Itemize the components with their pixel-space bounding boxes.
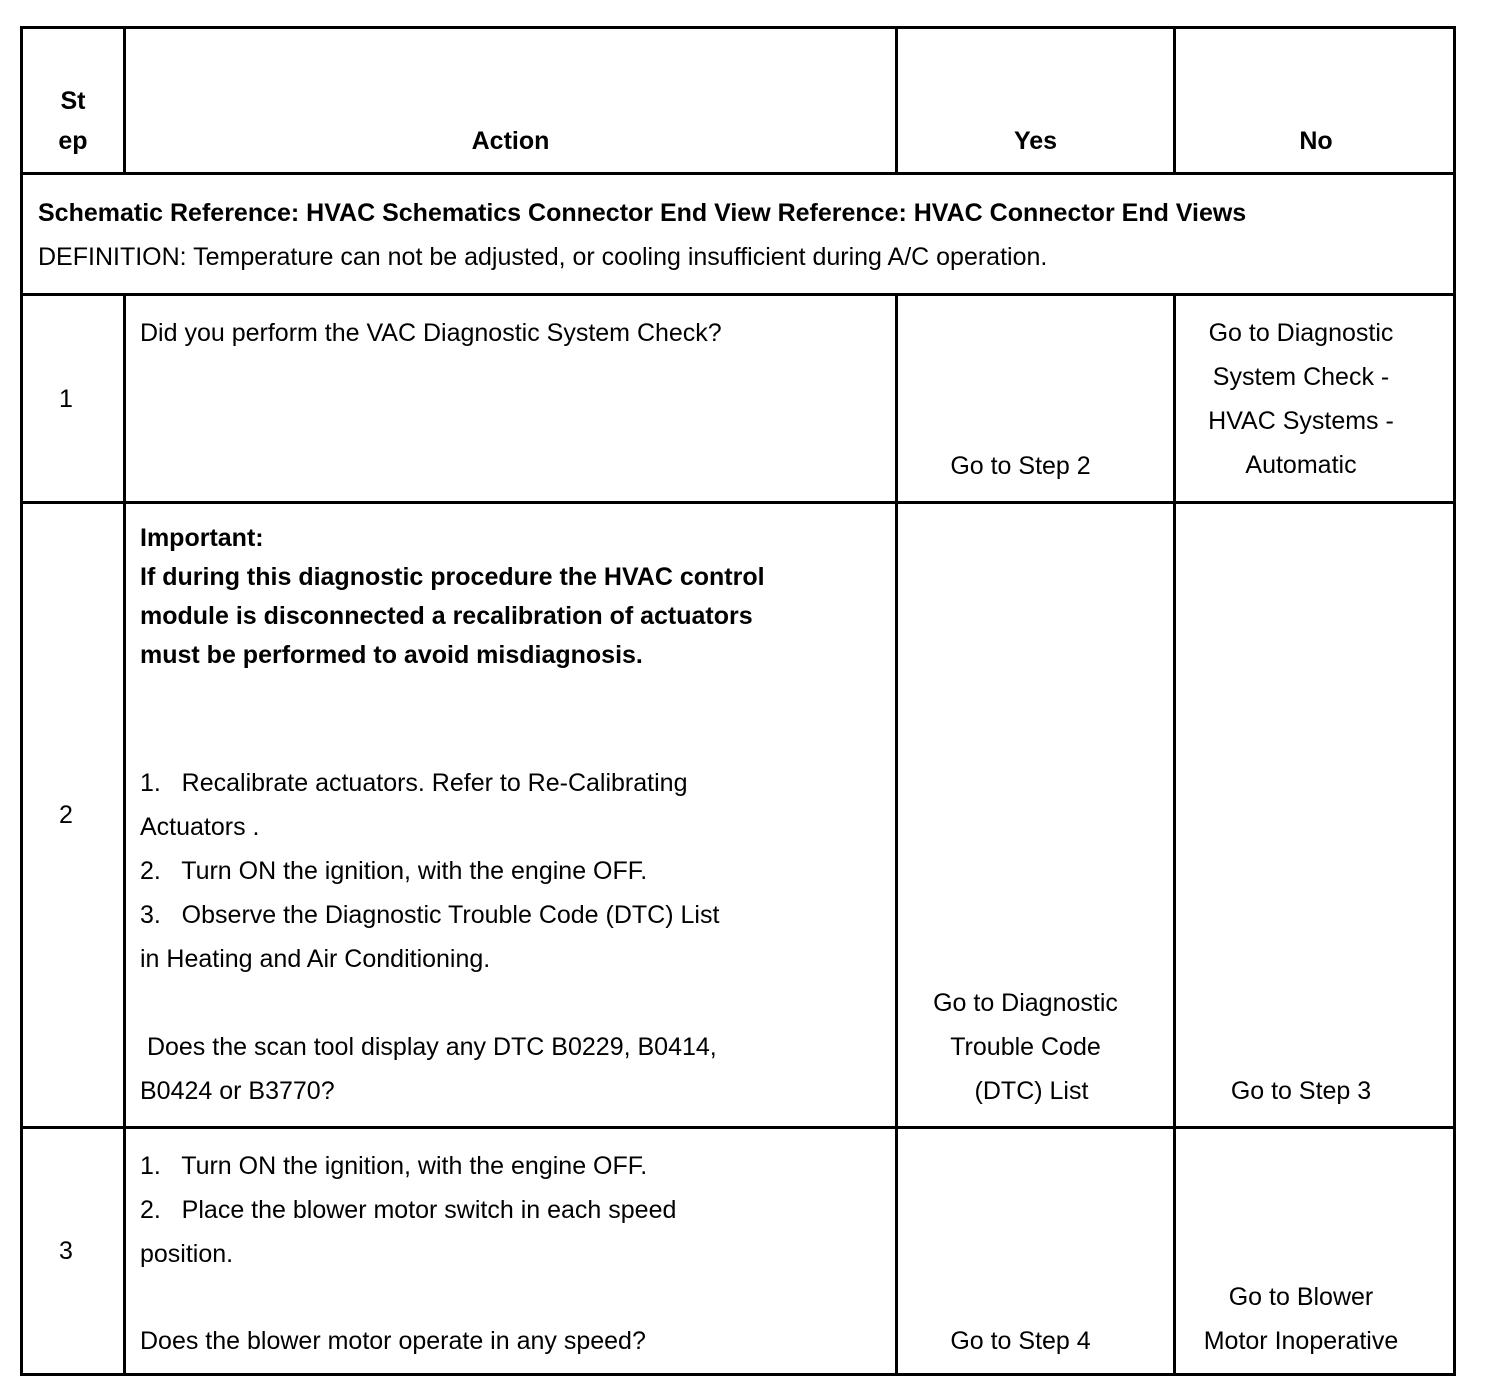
action-question: Does the blower motor operate in any speed? bbox=[140, 1327, 646, 1355]
important-text: module is disconnected a recalibration of actuators bbox=[140, 602, 753, 630]
important-text: If during this diagnostic procedure the HVAC control bbox=[140, 563, 765, 591]
schematic-reference: Schematic Reference: HVAC Schematics Connector End View Reference: HVAC Connector End Views bbox=[38, 199, 1247, 227]
action-step: position. bbox=[140, 1240, 234, 1268]
header-action: Action bbox=[471, 127, 550, 155]
no-result-line: System Check - bbox=[1212, 363, 1390, 391]
action-step: 3. Observe the Diagnostic Trouble Code (DTC) List bbox=[140, 901, 720, 929]
step-number: 2 bbox=[59, 801, 73, 829]
action-question-line: Does the scan tool display any DTC B0229, B0414, bbox=[140, 1033, 717, 1061]
action-question: Did you perform the VAC Diagnostic System Check? bbox=[140, 319, 722, 347]
header-no: No bbox=[1299, 127, 1333, 155]
no-result-line: Automatic bbox=[1245, 451, 1357, 479]
no-result-line: Go to Diagnostic bbox=[1208, 319, 1394, 347]
important-text: must be performed to avoid misdiagnosis. bbox=[140, 641, 643, 669]
yes-result-line: Trouble Code bbox=[950, 1033, 1101, 1061]
action-question bbox=[140, 1025, 890, 1113]
no-result bbox=[1176, 311, 1426, 487]
definition-text: DEFINITION: Temperature can not be adjusted, or cooling insufficient during A/C operation. bbox=[38, 243, 1048, 271]
action-step: 2. Place the blower motor switch in each speed bbox=[140, 1196, 677, 1224]
row-divider bbox=[23, 293, 1453, 296]
action-step: in Heating and Air Conditioning. bbox=[140, 945, 491, 973]
step-number: 1 bbox=[59, 385, 73, 413]
yes-result-line: Go to Step 4 bbox=[950, 1327, 1091, 1355]
row-divider bbox=[23, 1126, 1453, 1129]
important-label: Important: bbox=[140, 524, 264, 552]
diagnostic-table bbox=[20, 26, 1456, 1376]
no-result-line: Go to Blower bbox=[1228, 1283, 1374, 1311]
action-steps bbox=[140, 1144, 890, 1276]
yes-result bbox=[898, 1319, 1143, 1363]
no-result-line: Go to Step 3 bbox=[1230, 1077, 1372, 1105]
no-result bbox=[1176, 1069, 1426, 1113]
yes-result bbox=[903, 981, 1148, 1113]
action-step: 2. Turn ON the ignition, with the engine OFF. bbox=[140, 857, 648, 885]
yes-result bbox=[898, 444, 1143, 488]
reference-block bbox=[38, 191, 1438, 279]
step-number: 3 bbox=[59, 1237, 73, 1265]
action-step: Actuators . bbox=[140, 813, 260, 841]
yes-result-line: Go to Step 2 bbox=[950, 452, 1091, 480]
header-yes: Yes bbox=[1013, 127, 1058, 155]
action-question-line: B0424 or B3770? bbox=[140, 1077, 335, 1105]
yes-result-line: (DTC) List bbox=[974, 1077, 1089, 1105]
action-step: 1. Recalibrate actuators. Refer to Re-Calibrating bbox=[140, 769, 688, 797]
action-block bbox=[140, 519, 890, 675]
no-result-line: Motor Inoperative bbox=[1203, 1327, 1399, 1355]
action-steps bbox=[140, 761, 890, 981]
row-divider bbox=[23, 172, 1453, 175]
no-result-line: HVAC Systems - bbox=[1208, 407, 1394, 435]
action-step: 1. Turn ON the ignition, with the engine OFF. bbox=[140, 1152, 648, 1180]
header-step-line1: St bbox=[60, 87, 86, 115]
row-divider bbox=[23, 501, 1453, 504]
header-step bbox=[23, 81, 123, 161]
header-step-line2: ep bbox=[58, 127, 88, 155]
no-result bbox=[1176, 1275, 1426, 1363]
yes-result-line: Go to Diagnostic bbox=[933, 989, 1118, 1017]
column-divider bbox=[123, 293, 126, 1373]
